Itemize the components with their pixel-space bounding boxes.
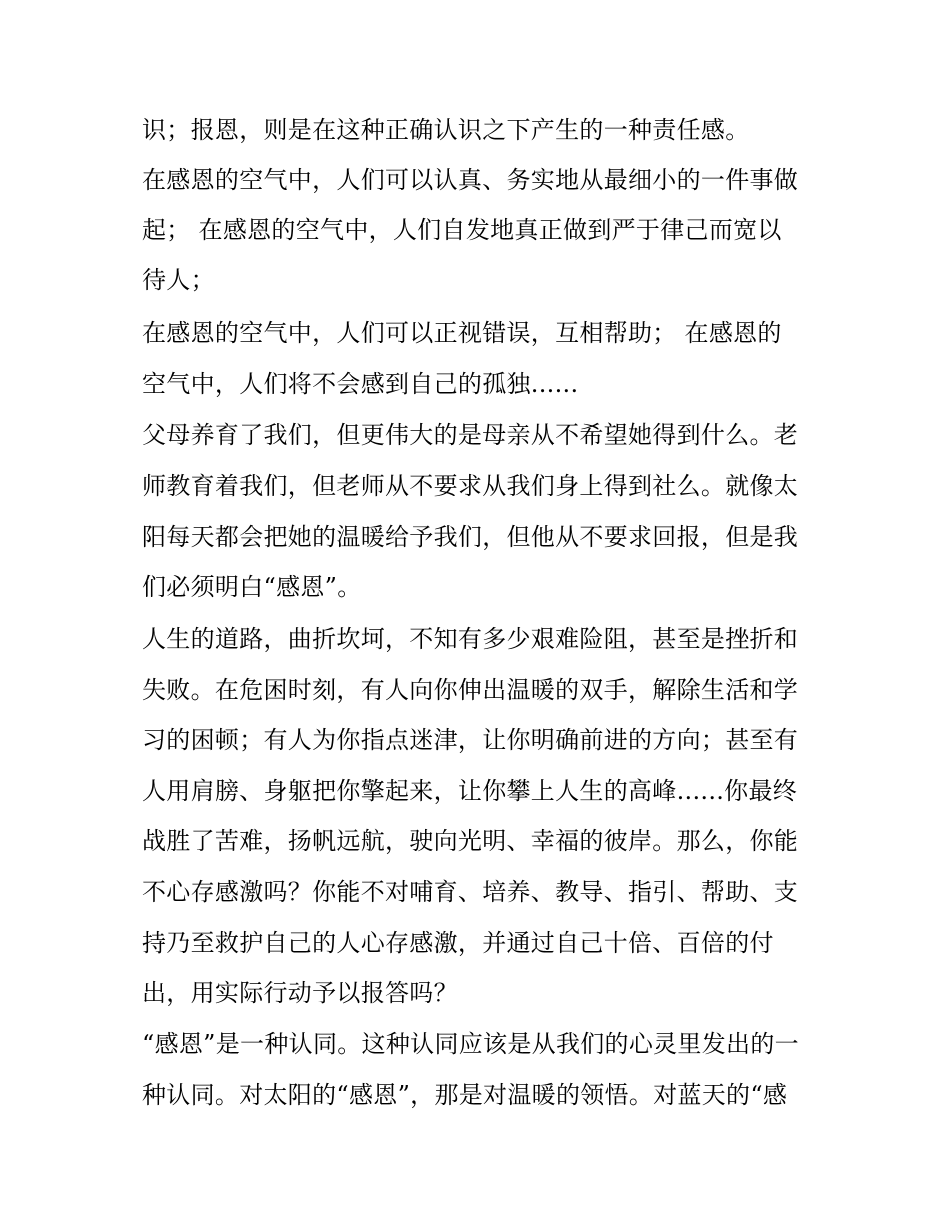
text-line: 在感恩的空气中，人们可以认真、务实地从最细小的一件事做 <box>142 166 799 194</box>
text-line: 空气中，人们将不会感到自己的孤独...... <box>142 370 579 398</box>
text-line: 人生的道路，曲折坎坷，不知有多少艰难险阻，甚至是挫折和 <box>142 625 799 653</box>
text-line: 父母养育了我们，但更伟大的是母亲从不希望她得到什么。老 <box>142 421 799 449</box>
text-line: 待人； <box>142 266 215 294</box>
text-line: 起； 在感恩的空气中，人们自发地真正做到严于律己而宽以 <box>142 216 782 244</box>
text-line: 失败。在危困时刻，有人向你伸出温暖的双手，解除生活和学 <box>142 676 799 704</box>
text-line: 出，用实际行动予以报答吗？ <box>142 979 458 1007</box>
text-line: 不心存感激吗？你能不对哺育、培养、教导、指引、帮助、支 <box>142 878 799 906</box>
text-line: 人用肩膀、身躯把你擎起来，让你攀上人生的高峰......你最终 <box>142 777 798 805</box>
text-line: 识；报恩，则是在这种正确认识之下产生的一种责任感。 <box>142 116 750 144</box>
text-line: 习的困顿；有人为你指点迷津，让你明确前进的方向；甚至有 <box>142 726 799 754</box>
text-line: “感恩”是一种认同。这种认同应该是从我们的心灵里发出的一 <box>142 1030 799 1058</box>
text-line: 持乃至救护自己的人心存感激，并通过自己十倍、百倍的付 <box>142 929 774 957</box>
text-line: 师教育着我们，但老师从不要求从我们身上得到社么。就像太 <box>142 472 799 500</box>
text-line: 战胜了苦难，扬帆远航，驶向光明、幸福的彼岸。那么，你能 <box>142 827 799 855</box>
text-line: 在感恩的空气中，人们可以正视错误，互相帮助； 在感恩的 <box>142 319 782 347</box>
text-line: 们必须明白“感恩”。 <box>142 573 362 601</box>
text-line: 种认同。对太阳的“感恩”，那是对温暖的领悟。对蓝天的“感 <box>142 1081 788 1109</box>
text-line: 阳每天都会把她的温暖给予我们，但他从不要求回报，但是我 <box>142 523 799 551</box>
